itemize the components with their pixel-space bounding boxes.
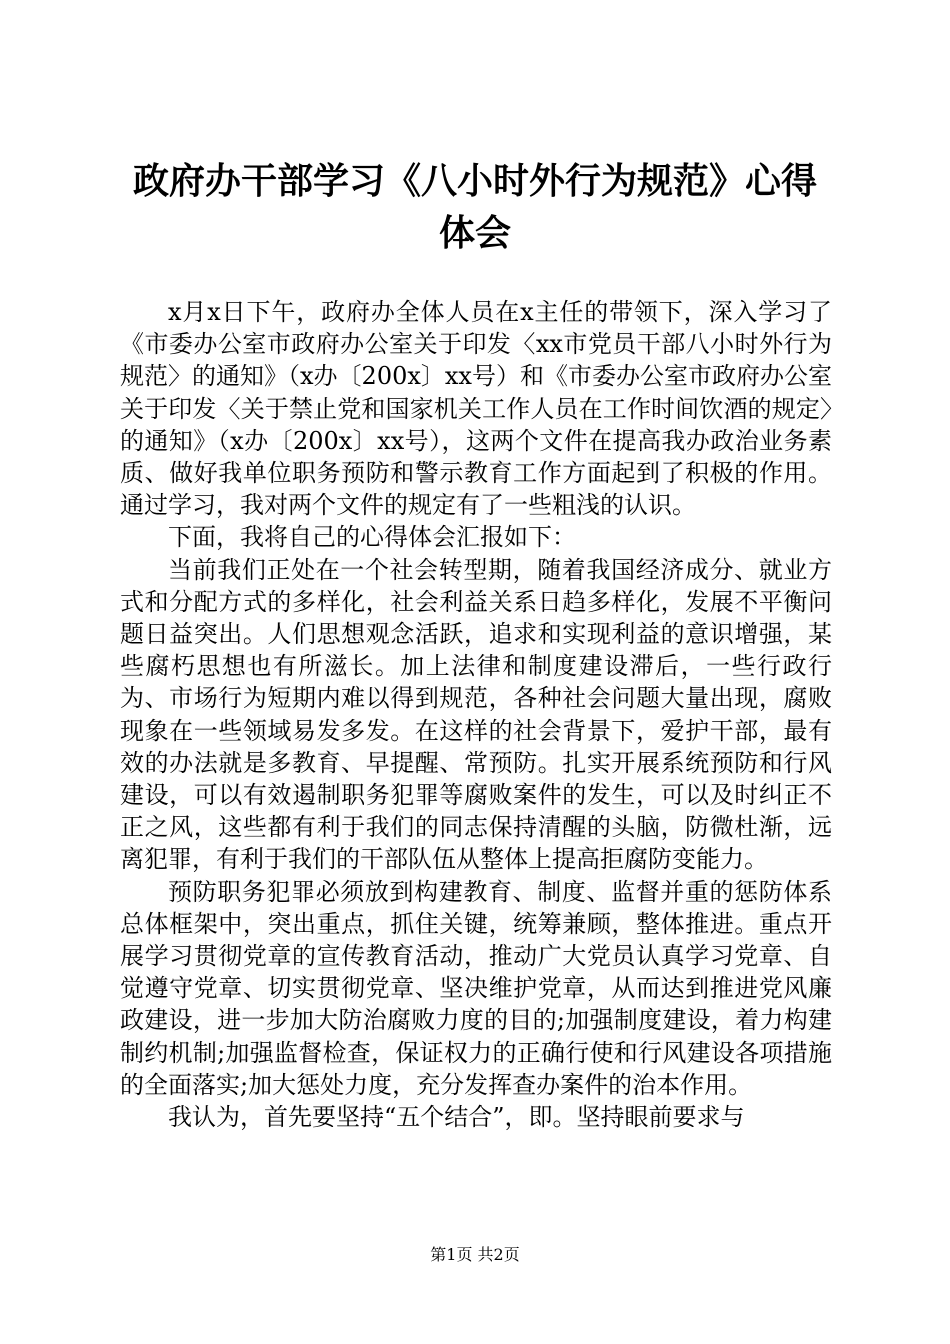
page-number-footer: 第1页 共2页 (430, 1245, 520, 1264)
paragraph: 我认为，首先要坚持“五个结合”，即。坚持眼前要求与 (168, 1103, 745, 1132)
paragraph: x月x日下午，政府办全体人员在x主任的带领下，深入学习了《市委办公室市政府办公室关于印发〈xx市党员干部八小时外行为规范〉的通知》（x办〔200x〕xx号）和《市委办公室市政府办公室关于印发〈关于禁止党和国家机关工作人员在工作时间饮酒的规定〉的通知》（x办〔200x〕xx号），这两个文件在提高我办政治业务素质、做好我单位职务预防和警示教育工作方面起到了积极的作用。通过学习，我对两个文件的规定有了一些粗浅的认识。 (120, 298, 832, 520)
document-body (120, 296, 832, 1133)
paragraph: 当前我们正处在一个社会转型期，随着我国经济成分、就业方式和分配方式的多样化，社会利益关系日趋多样化，发展不平衡问题日益突出。人们思想观念活跃，追求和实现利益的意识增强，某些腐朽思想也有所滋长。加上法律和制度建设滞后，一些行政行为、市场行为短期内难以得到规范，各种社会问题大量出现，腐败现象在一些领域易发多发。在这样的社会背景下，爱护干部，最有效的办法就是多教育、早提醒、常预防。扎实开展系统预防和行风建设，可以有效遏制职务犯罪等腐败案件的发生，可以及时纠正不正之风，这些都有利于我们的同志保持清醒的头脑，防微杜渐，远离犯罪，有利于我们的干部队伍从整体上提高拒腐防变能力。 (120, 555, 832, 874)
paragraph: 预防职务犯罪必须放到构建教育、制度、监督并重的惩防体系总体框架中，突出重点，抓住关键，统筹兼顾，整体推进。重点开展学习贯彻党章的宣传教育活动，推动广大党员认真学习党章、自觉遵守党章、切实贯彻党章、坚决维护党章，从而达到推进党风廉政建设，进一步加大防治腐败力度的目的;加强制度建设，着力构建制约机制;加强监督检查，保证权力的正确行使和行风建设各项措施的全面落实;加大惩处力度，充分发挥查办案件的治本作用。 (120, 877, 832, 1099)
paragraph: 下面，我将自己的心得体会汇报如下： (168, 523, 576, 552)
document-title: 政府办干部学习《八小时外行为规范》心得体会 (132, 161, 817, 254)
